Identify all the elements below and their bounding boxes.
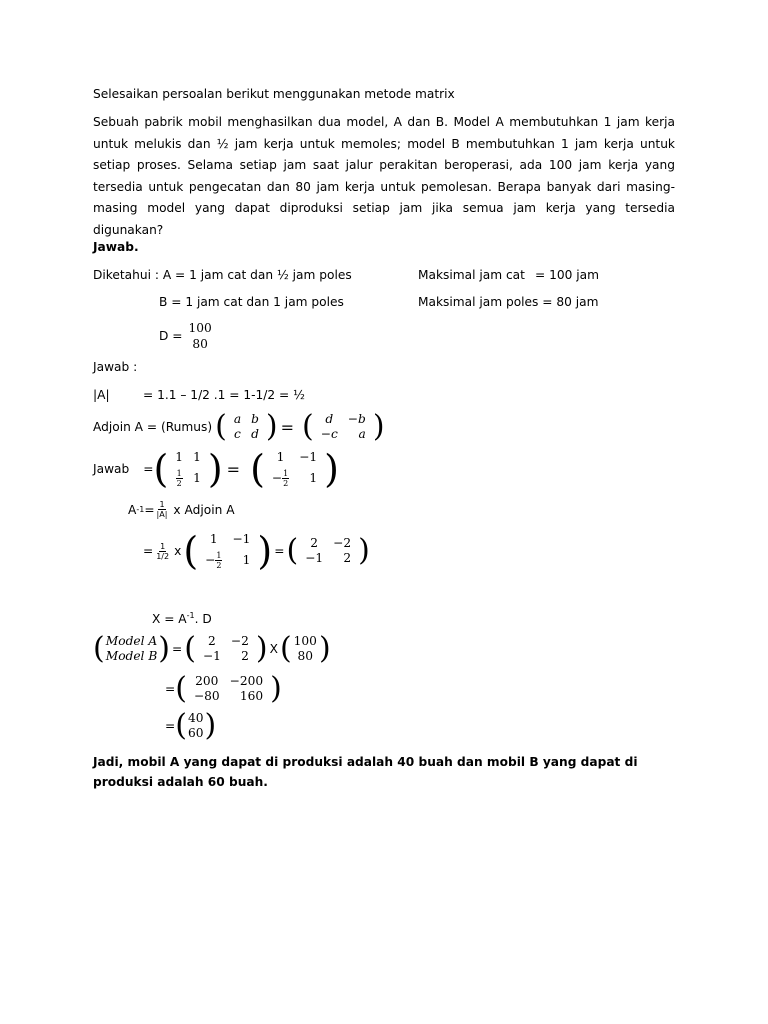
d-value-1: 100 [188, 321, 212, 335]
a-11: 1 [175, 450, 184, 465]
adjoint-general-matrix: ( d −b −c a ) [302, 409, 385, 444]
product-matrix: ( 200 −200 −80 160 ) [175, 671, 282, 706]
inverse-matrix: ( 2 −2 −1 2 ) [286, 533, 370, 568]
answer-label: Jawab : [93, 360, 138, 374]
d-vector [188, 320, 211, 352]
solution-formula: $X = A^{-1}$. D [152, 611, 212, 627]
max-paint-value: = 100 jam [535, 268, 599, 282]
cell-b: b [251, 412, 259, 426]
inv-22: 2 [343, 551, 352, 565]
adjoint-matrix-a-2: ( 1 −1 − $\frac{1}{2}$ 1 ) [183, 529, 273, 573]
adj-cell-4: a [358, 427, 366, 441]
inv-12: −2 [333, 536, 352, 550]
max-paint-label: Maksimal jam cat [418, 268, 525, 282]
adj-11: 1 [276, 450, 285, 465]
answer-heading: Jawab. [93, 240, 139, 254]
problem-statement: Sebuah pabrik mobil menghasilkan dua model, A dan B. Model A membutuhkan 1 jam kerja untuk melukis dan ½ jam kerja untuk memoles; model B membutuhkan 1 jam kerja untuk setiap proses. Selama setiap jam saat jalur perakitan beroperasi, ada 100 jam kerja yang tersedia untuk pengecatan dan 80 jam kerja untuk pemolesan. Berapa banyak dari masing-masing model yang dapat diproduksi setiap jam jika semua jam kerja yang tersedia digunakan? [93, 115, 675, 237]
known-a: Diketahui : A = 1 jam cat dan ½ jam poles [93, 268, 352, 282]
adj-21: − $\frac{1}{2}$ [271, 468, 289, 488]
model-vector: ( Model A Model B ) [93, 631, 170, 666]
adj-12: −1 [299, 450, 318, 465]
inverse-label: A [128, 502, 137, 517]
equals-sign: = [143, 462, 154, 476]
adj-cell-3: −c [320, 427, 338, 441]
equals-sign: = [165, 682, 176, 696]
a-22: 1 [193, 470, 201, 485]
a-21: $\frac{1}{2}$ [176, 468, 182, 488]
adj-cell-2: −b [347, 412, 366, 426]
d-vector-2: ( 100 80 ) [279, 631, 331, 666]
model-b-label: Model B [105, 649, 158, 663]
adjoint-label: Adjoin A = (Rumus) [93, 420, 213, 434]
known-b: B = 1 jam cat dan 1 jam poles [159, 295, 344, 309]
inv-11: 2 [310, 536, 319, 550]
solution-b: 60 [187, 726, 204, 740]
model-a-label: Model A [105, 634, 158, 648]
equals-sign: = [165, 719, 176, 733]
prod-11: 200 [195, 674, 219, 688]
equals-sign: = [172, 642, 183, 656]
prod-22: 160 [239, 689, 264, 703]
adj-cell-1: d [325, 412, 334, 426]
adj-22: 1 [309, 470, 318, 485]
equals-sign: = [226, 459, 241, 479]
answer-label-2: Jawab [93, 462, 130, 476]
solution-a: 40 [187, 711, 204, 725]
general-matrix: ( a b c d ) [215, 409, 278, 444]
conclusion: Jadi, mobil A yang dapat di produksi adalah 40 buah dan mobil B yang dapat di produksi adalah 60 buah. [93, 755, 638, 789]
equals-sign: = [274, 544, 285, 558]
equals-sign: = [143, 544, 154, 558]
adjoint-formula-row [93, 409, 385, 444]
cell-d: d [251, 427, 259, 441]
cell-a: a [233, 412, 242, 426]
inverse-fraction: $\frac{1}{|A|}$ [156, 500, 168, 519]
inverse-rest: x Adjoin A [173, 502, 235, 517]
inverse-superscript: -1 [136, 505, 145, 514]
matrix-a: ( 1 1 $\frac{1}{2}$ 1 ) [153, 447, 223, 491]
matrix-a-row [93, 447, 339, 491]
solution-row [165, 708, 217, 743]
a-12: 1 [193, 450, 201, 465]
page-title: Selesaikan persoalan berikut menggunakan metode matrix [93, 87, 455, 101]
adjoint-matrix-a: ( 1 −1 − $\frac{1}{2}$ 1 ) [250, 447, 339, 491]
model-equation [93, 631, 331, 666]
times-sign: x [174, 544, 182, 558]
d-vector-row [159, 320, 212, 352]
determinant-expression: = 1.1 – 1/2 .1 = 1-1/2 = ½ [143, 388, 305, 402]
solution-vector: ( 40 60 ) [175, 708, 217, 743]
inverse-matrix-2: ( 2 −2 −1 2 ) [184, 631, 268, 666]
cell-c: c [234, 427, 241, 441]
inverse-equals: = [144, 502, 155, 517]
d-value-2: 80 [192, 337, 208, 351]
max-polish: Maksimal jam poles = 80 jam [418, 295, 599, 309]
inverse-formula [128, 500, 235, 519]
prod-21: −80 [193, 689, 220, 703]
inverse-calculation [143, 529, 370, 573]
equals-sign: = [280, 417, 295, 437]
inv-21: −1 [305, 551, 324, 565]
product-row [165, 671, 282, 706]
prod-12: −200 [229, 674, 264, 688]
d-label: D = [159, 329, 183, 343]
multiply-sign: X [269, 642, 278, 656]
half-reciprocal: $\frac{1}{1/2}$ [156, 541, 170, 561]
determinant-label: |A| [93, 388, 110, 402]
